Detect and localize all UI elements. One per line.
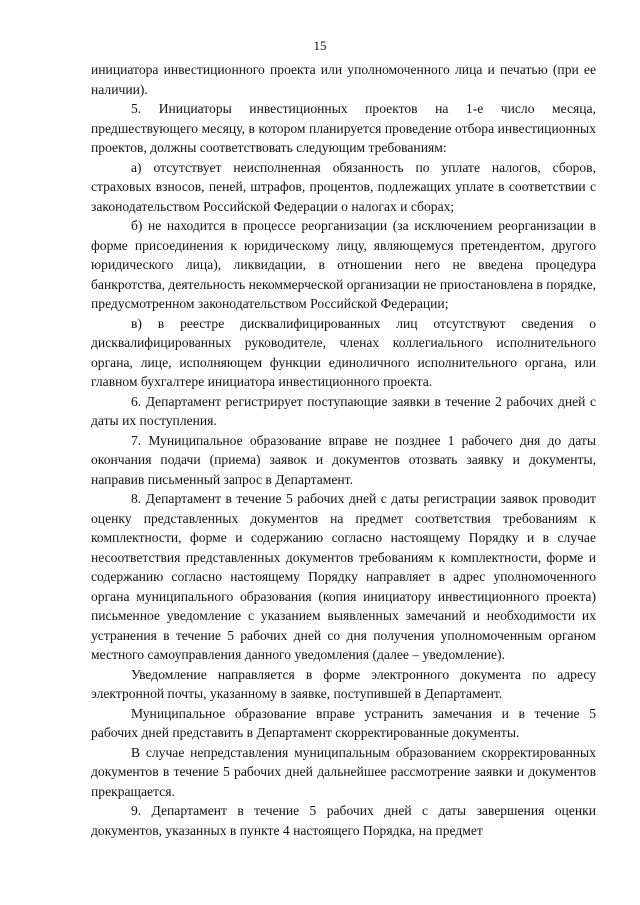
paragraph: в) в реестре дисквалифицированных лиц отсутствуют сведения о дисквалифицированных руководителе, членах коллегиального исполнительного органа, лице, исполняющем функции единоличного исполнительного органа, или главном бухгалтере инициатора инвестиционного проекта. <box>91 315 596 389</box>
paragraph: 8. Департамент в течение 5 рабочих дней с даты регистрации заявок проводит оценку представленных документов на предмет соответствия требованиям к комплектности, форме и содержанию согласно настоящему Порядку и в случае несоответствия представленных документов требованиям к комплектности, форме и содержанию согласно настоящему Порядку направляет в адрес уполномоченного органа муниципального образования (копия инициатору инвестиционного проекта) письменное уведомление с указанием выявленных замечаний и необходимости их устранения в течение 5 рабочих дней со дня получения уполномоченным органом местного самоуправления данного уведомления (далее – уведомление). <box>91 491 596 662</box>
paragraph: б) не находится в процессе реорганизации (за исключением реорганизации в форме присоединения к юридическому лицу, являющемуся претендентом, другого юридического лица), ликвидации, в отношении него не введена процедура банкротства, деятельность некоммерческой организации не приостановлена в порядке, предусмотренном законодательством Российской Федерации; <box>91 218 596 311</box>
paragraph: а) отсутствует неисполненная обязанность по уплате налогов, сборов, страховых взносов, пеней, штрафов, процентов, подлежащих уплате в соответствии с законодательством Российской Федерации о налогах и сборах; <box>91 159 596 214</box>
paragraph: 6. Департамент регистрирует поступающие заявки в течение 2 рабочих дней с даты их поступления. <box>91 393 596 428</box>
paragraph: инициатора инвестиционного проекта или уполномоченного лица и печатью (при ее наличии). <box>91 62 596 97</box>
paragraph: Уведомление направляется в форме электронного документа по адресу электронной почты, указанному в заявке, поступившей в Департамент. <box>91 666 596 701</box>
document-body <box>91 60 596 840</box>
paragraph: 5. Инициаторы инвестиционных проектов на 1-е число месяца, предшествующего месяцу, в котором планируется проведение отбора инвестиционных проектов, должны соответствовать следующим требованиям: <box>91 101 596 155</box>
paragraph: В случае непредставления муниципальным образованием скорректированных документов в течение 5 рабочих дней дальнейшее рассмотрение заявки и документов прекращается. <box>91 744 596 799</box>
paragraph: 9. Департамент в течение 5 рабочих дней с даты завершения оценки документов, указанных в пункте 4 настоящего Порядка, на предмет <box>91 803 596 838</box>
page-number: 15 <box>313 38 327 53</box>
paragraph: 7. Муниципальное образование вправе не позднее 1 рабочего дня до даты окончания подачи (приема) заявок и документов отозвать заявку и документы, направив письменный запрос в Департамент. <box>91 432 596 487</box>
paragraph: Муниципальное образование вправе устранить замечания и в течение 5 рабочих дней представить в Департамент скорректированные документы. <box>91 705 596 740</box>
